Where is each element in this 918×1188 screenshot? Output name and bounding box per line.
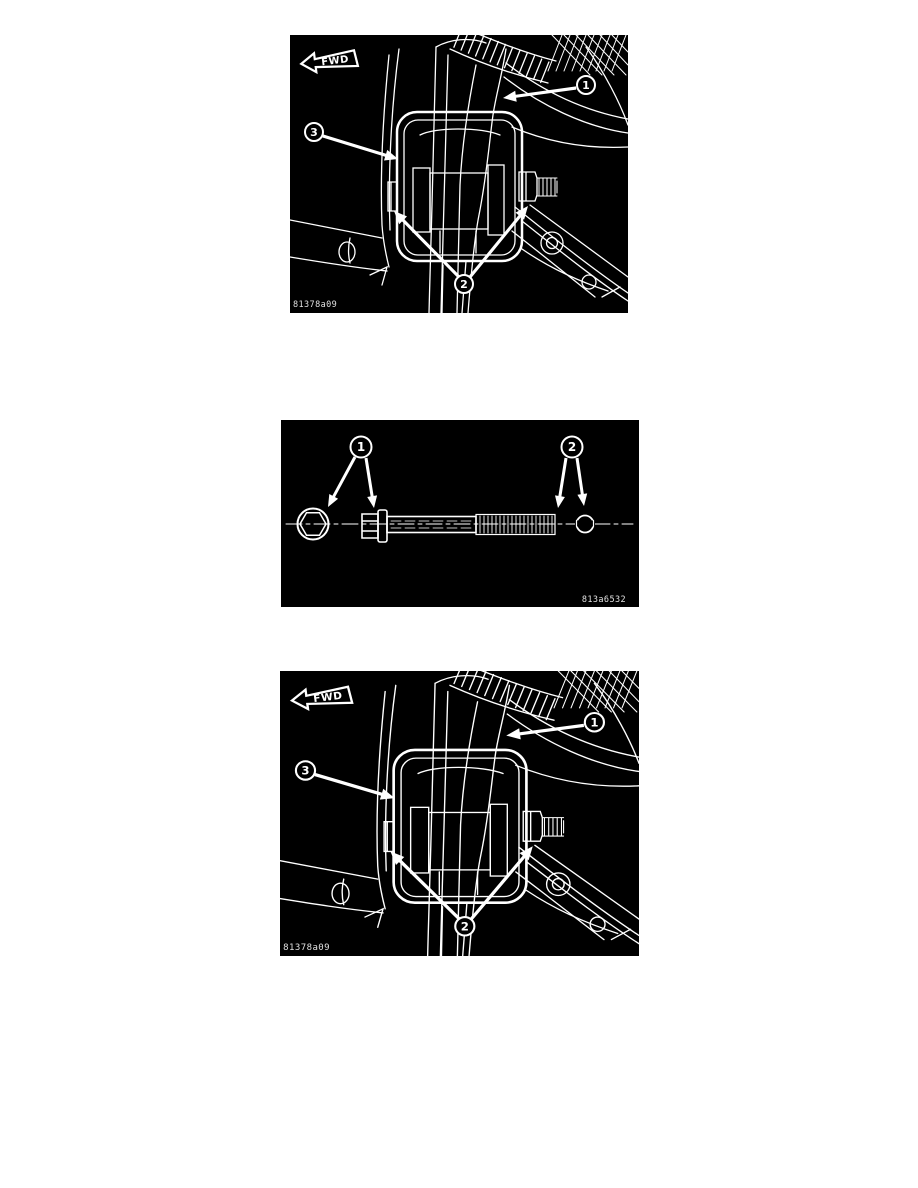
mount-bolt-illustration [281, 420, 639, 607]
figure-engine-mount-bottom [280, 671, 639, 956]
figure-engine-mount-top [290, 35, 628, 313]
callout-1-label: 1 [356, 440, 366, 454]
callout-2-label: 2 [567, 440, 577, 454]
callout-1-label: 1 [590, 715, 599, 730]
callout-2-label: 2 [460, 919, 469, 934]
fwd-arrow-label: FWD [312, 689, 344, 706]
engine-mount-illustration [290, 35, 628, 313]
engine-mount-illustration [280, 671, 639, 956]
figure-background [281, 420, 639, 607]
figure-id-label: 81378a09 [293, 300, 338, 310]
callout-3-label: 3 [301, 763, 310, 778]
fwd-arrow-label: FWD [320, 54, 350, 69]
figure-background [280, 671, 639, 956]
callout-2-label: 2 [460, 278, 468, 291]
callout-1-label: 1 [582, 79, 590, 92]
figure-id-label: 813a6532 [581, 595, 626, 605]
figure-background [290, 35, 628, 313]
callout-3-label: 3 [310, 126, 318, 139]
figure-mount-bolt [281, 420, 639, 607]
figure-id-label: 81378a09 [283, 942, 331, 953]
